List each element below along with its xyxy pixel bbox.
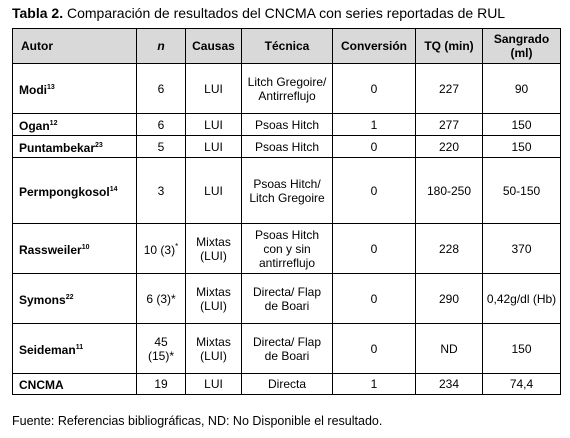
header-tq: TQ (min) bbox=[416, 29, 483, 64]
conversion-cell: 1 bbox=[333, 374, 416, 395]
causas-cell: Mixtas (LUI) bbox=[186, 324, 242, 374]
causas-cell: Mixtas (LUI) bbox=[186, 274, 242, 324]
author-name: CNCMA bbox=[19, 378, 64, 392]
header-tecnica: Técnica bbox=[242, 29, 333, 64]
table-row bbox=[13, 224, 561, 274]
tq-cell: 180-250 bbox=[416, 158, 483, 224]
conversion-cell: 0 bbox=[333, 64, 416, 114]
reference-number: 23 bbox=[95, 141, 103, 149]
conversion-cell: 0 bbox=[333, 224, 416, 274]
table-caption bbox=[12, 4, 568, 22]
n-cell: 19 bbox=[137, 374, 186, 395]
header-n: n bbox=[137, 29, 186, 64]
sangrado-cell: 90 bbox=[483, 64, 561, 114]
author-name: Permpongkosol bbox=[19, 184, 110, 199]
tecnica-cell: Psoas Hitch bbox=[242, 114, 333, 136]
causas-cell: LUI bbox=[186, 374, 242, 395]
sangrado-cell: 370 bbox=[483, 224, 561, 274]
tecnica-cell: Directa/ Flap de Boari bbox=[242, 324, 333, 374]
caption-text: Comparación de resultados del CNCMA con series reportadas de RUL bbox=[63, 5, 506, 21]
reference-number: 14 bbox=[109, 185, 118, 193]
tecnica-cell: Psoas Hitch bbox=[242, 136, 333, 158]
author-name: Modi bbox=[19, 82, 47, 97]
sangrado-cell: 150 bbox=[483, 136, 561, 158]
author-cell bbox=[13, 114, 137, 136]
tq-cell: 220 bbox=[416, 136, 483, 158]
tecnica-cell: Psoas Hitch con y sin antirreflujo bbox=[242, 224, 333, 274]
tecnica-cell: Directa bbox=[242, 374, 333, 395]
causas-cell: LUI bbox=[186, 158, 242, 224]
author-cell bbox=[13, 158, 137, 224]
author-cell bbox=[13, 374, 137, 395]
n-footnote-mark: * bbox=[175, 242, 179, 251]
source-footnote: Fuente: Referencias bibliográficas, ND: No Disponible el resultado. bbox=[12, 414, 383, 428]
tq-cell: ND bbox=[416, 324, 483, 374]
table-row bbox=[13, 64, 561, 114]
n-cell: 5 bbox=[137, 136, 186, 158]
n-cell bbox=[137, 224, 186, 274]
n-value: 10 (3) bbox=[143, 243, 176, 257]
table-row bbox=[13, 324, 561, 374]
n-cell: 6 bbox=[137, 64, 186, 114]
n-cell: 45 (15)* bbox=[137, 324, 186, 374]
reference-number: 11 bbox=[75, 343, 84, 351]
header-autor: Autor bbox=[13, 29, 137, 64]
author-cell bbox=[13, 324, 137, 374]
tq-cell: 227 bbox=[416, 64, 483, 114]
header-sangrado: Sangrado (ml) bbox=[483, 29, 561, 64]
sangrado-cell: 150 bbox=[483, 324, 561, 374]
conversion-cell: 1 bbox=[333, 114, 416, 136]
caption-label: Tabla 2. bbox=[12, 5, 64, 21]
causas-cell: Mixtas (LUI) bbox=[186, 224, 242, 274]
author-name: Ogan bbox=[19, 118, 50, 133]
author-name: Puntambekar bbox=[19, 140, 96, 155]
tq-cell: 290 bbox=[416, 274, 483, 324]
author-cell bbox=[13, 224, 137, 274]
conversion-cell: 0 bbox=[333, 136, 416, 158]
tq-cell: 228 bbox=[416, 224, 483, 274]
reference-number: 13 bbox=[47, 83, 55, 91]
table-row bbox=[13, 274, 561, 324]
author-cell bbox=[13, 136, 137, 158]
causas-cell: LUI bbox=[186, 64, 242, 114]
tecnica-cell: Litch Gregoire/ Antirreflujo bbox=[242, 64, 333, 114]
causas-cell: LUI bbox=[186, 114, 242, 136]
header-row bbox=[13, 29, 561, 64]
table-row bbox=[13, 374, 561, 395]
n-cell: 6 (3)* bbox=[137, 274, 186, 324]
author-cell bbox=[13, 64, 137, 114]
n-cell: 6 bbox=[137, 114, 186, 136]
conversion-cell: 0 bbox=[333, 324, 416, 374]
results-table bbox=[12, 28, 561, 395]
tecnica-cell: Psoas Hitch/ Litch Gregoire bbox=[242, 158, 333, 224]
author-name: Symons bbox=[19, 292, 66, 307]
sangrado-cell: 0,42g/dl (Hb) bbox=[483, 274, 561, 324]
reference-number: 10 bbox=[81, 243, 90, 251]
n-cell: 3 bbox=[137, 158, 186, 224]
causas-cell: LUI bbox=[186, 136, 242, 158]
tq-cell: 277 bbox=[416, 114, 483, 136]
table-row bbox=[13, 158, 561, 224]
tq-cell: 234 bbox=[416, 374, 483, 395]
reference-number: 22 bbox=[65, 293, 74, 301]
sangrado-cell: 74,4 bbox=[483, 374, 561, 395]
sangrado-cell: 150 bbox=[483, 114, 561, 136]
table-row bbox=[13, 136, 561, 158]
conversion-cell: 0 bbox=[333, 274, 416, 324]
author-name: Rassweiler bbox=[19, 242, 82, 257]
reference-number: 12 bbox=[49, 119, 58, 127]
author-cell bbox=[13, 274, 137, 324]
conversion-cell: 0 bbox=[333, 158, 416, 224]
sangrado-cell: 50-150 bbox=[483, 158, 561, 224]
tecnica-cell: Directa/ Flap de Boari bbox=[242, 274, 333, 324]
header-causas: Causas bbox=[186, 29, 242, 64]
table-row bbox=[13, 114, 561, 136]
header-conversion: Conversión bbox=[333, 29, 416, 64]
author-name: Seideman bbox=[19, 342, 76, 357]
